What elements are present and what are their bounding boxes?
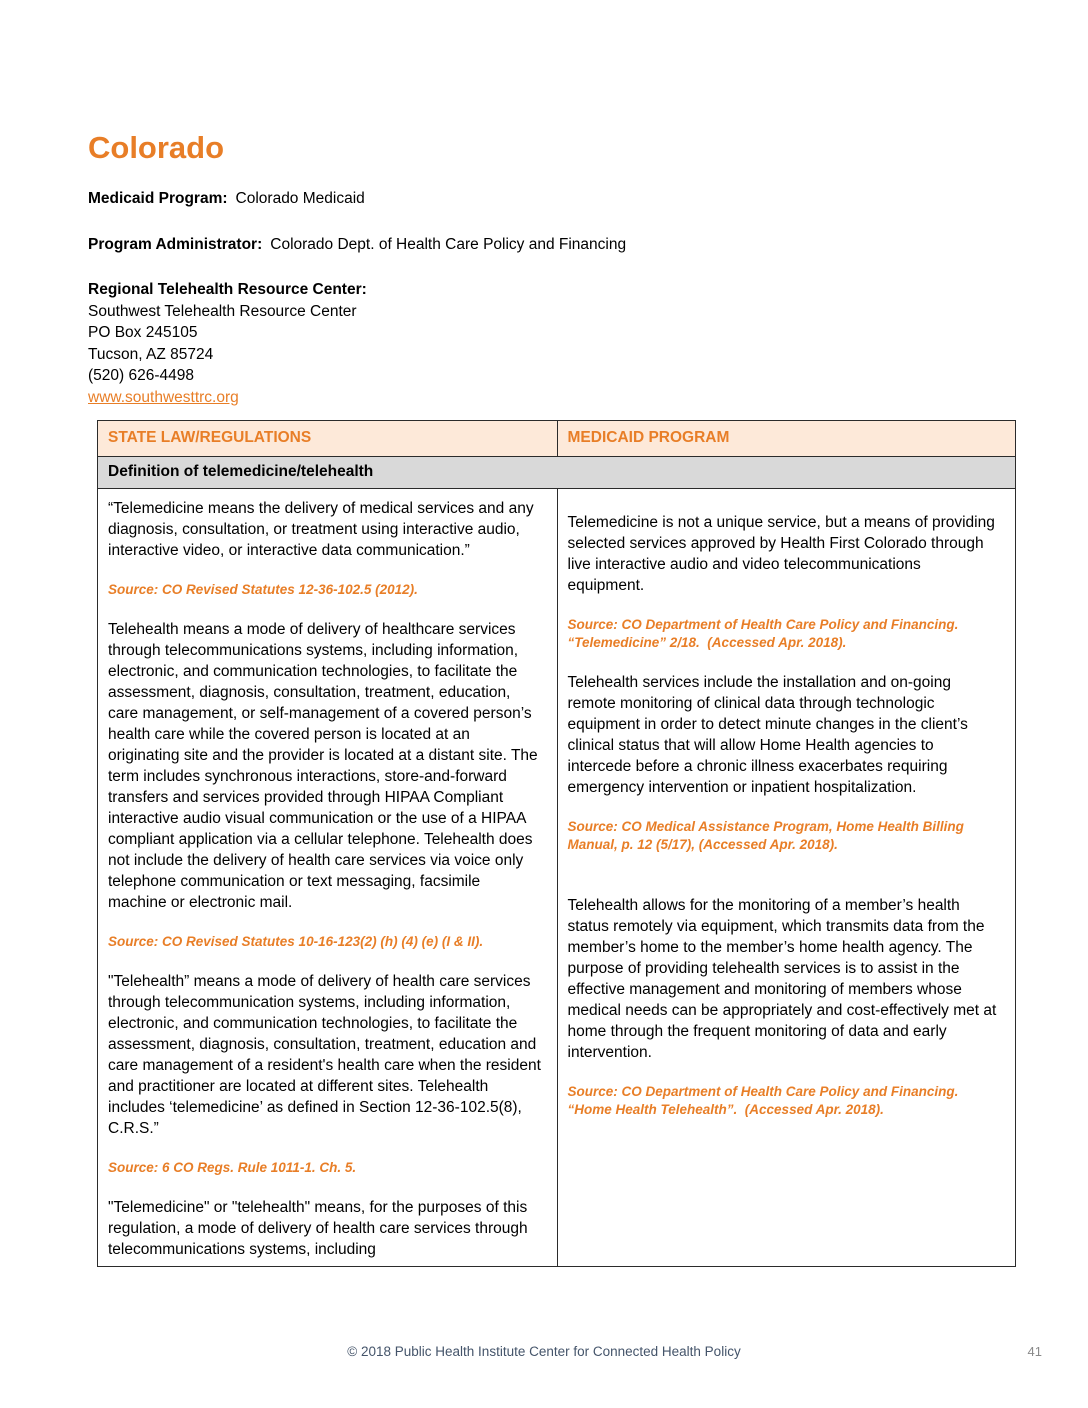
address-line: Southwest Telehealth Resource Center [88,302,357,320]
medicaid-program-value: Colorado Medicaid [235,190,365,207]
page-title: Colorado [88,130,225,165]
source-citation: Source: CO Department of Health Care Policy and Financing. “Telemedicine” 2/18. (Accessed Apr. 2018). [567,617,963,650]
medicaid-program-cell [557,489,1016,1266]
policy-comparison-table [97,420,1016,1267]
address-line: Tucson, AZ 85724 [88,345,214,363]
policy-paragraph: Telehealth services include the installation and on-going remote monitoring of clinical data through technologic equipment in order to detect minute changes in the client’s clinical status that will allow Home Health agencies to intercede before a chronic illness exacerbates requiring emergency intervention or inpatient hospitalization. [567,674,973,796]
telehealth-resource-center-label: Regional Telehealth Resource Center: [88,281,367,298]
page-number: 41 [1027,1344,1042,1359]
source-citation: Source: CO Department of Health Care Policy and Financing. “Home Health Telehealth”. (Accessed Apr. 2018). [567,1084,963,1117]
policy-paragraph: “Telemedicine means the delivery of medical services and any diagnosis, consultation, or treatment using interactive audio, interactive video, or interactive data communication.” [108,500,538,559]
telehealth-resource-center-block [88,279,948,408]
column-header-medicaid-program: MEDICAID PROGRAM [557,421,1016,456]
source-citation: Source: CO Revised Statutes 12-36-102.5 (2012). [108,582,418,597]
address-line: PO Box 245105 [88,324,198,341]
state-law-cell [98,489,557,1266]
policy-paragraph: "Telemedicine" or "telehealth" means, for the purposes of this regulation, a mode of delivery of health care services through telecommunications systems, including [108,1199,532,1258]
table-body-row [98,489,1015,1266]
source-citation: Source: CO Medical Assistance Program, Home Health Billing Manual, p. 12 (5/17), (Accessed Apr. 2018). [567,819,968,852]
policy-paragraph: Telehealth allows for the monitoring of a member’s health status remotely via equipment, which transmits data from the member’s home to the member’s home health agency. The purpose of providing telehealth services is to assist in the effective management and monitoring of members whose medical needs can be appropriately and cost-effectively met at home through the frequent monitoring of data and early intervention. [567,897,1001,1061]
telehealth-resource-center-address [88,301,948,387]
address-line: (520) 626-4498 [88,367,194,384]
paragraph-spacer [568,874,1002,895]
program-administrator-label: Program Administrator: [88,235,263,253]
source-citation: Source: CO Revised Statutes 10-16-123(2) (h) (4) (e) (I & II). [108,934,484,949]
resource-center-link[interactable]: www.southwesttrc.org [88,388,239,406]
section-row-definition: Definition of telemedicine/telehealth [98,457,1015,489]
source-citation: Source: 6 CO Regs. Rule 1011-1. Ch. 5. [108,1160,357,1175]
column-header-state-law: STATE LAW/REGULATIONS [108,429,312,446]
table-header-row [98,421,1015,457]
program-administrator-value: Colorado Dept. of Health Care Policy and Financing [270,235,627,253]
medicaid-program-line [88,188,948,210]
medicaid-program-label: Medicaid Program: [88,190,228,207]
footer-copyright: © 2018 Public Health Institute Center for Connected Health Policy [347,1344,741,1359]
policy-paragraph: Telehealth means a mode of delivery of healthcare services through telecommunications systems, including information, electronic, and communication technologies, to facilitate the assessment, diagnosis, consultation, treatment, education, care management, or self-management of a covered person’s health care while the covered person is located at an originating site and the provider is located at a distant site. The term includes synchronous interactions, store-and-forward transfers and services provided through HIPAA Compliant interactive audio visual communication or the use of a HIPAA compliant application via a cellular telephone. Telehealth does not include the delivery of health care services via voice only telephone communication or text messaging, facsimile machine or electronic mail. [108,621,542,911]
program-info-block [88,188,948,408]
policy-paragraph: Telemedicine is not a unique service, but a means of providing selected services approved by Health First Colorado through live interactive audio and video telecommunications equipment. [567,514,1000,594]
policy-paragraph: "Telehealth” means a mode of delivery of health care services through telecommunication systems, including information, electronic, and communication technologies, to facilitate the assessment, diagnosis, consultation, treatment, education and care management of a resident's health care when the resident and practitioner are located at different sites. Telehealth includes ‘telemedicine’ as defined in Section 12-36-102.5(8), C.R.S.” [108,973,546,1137]
program-administrator-line [88,234,948,256]
